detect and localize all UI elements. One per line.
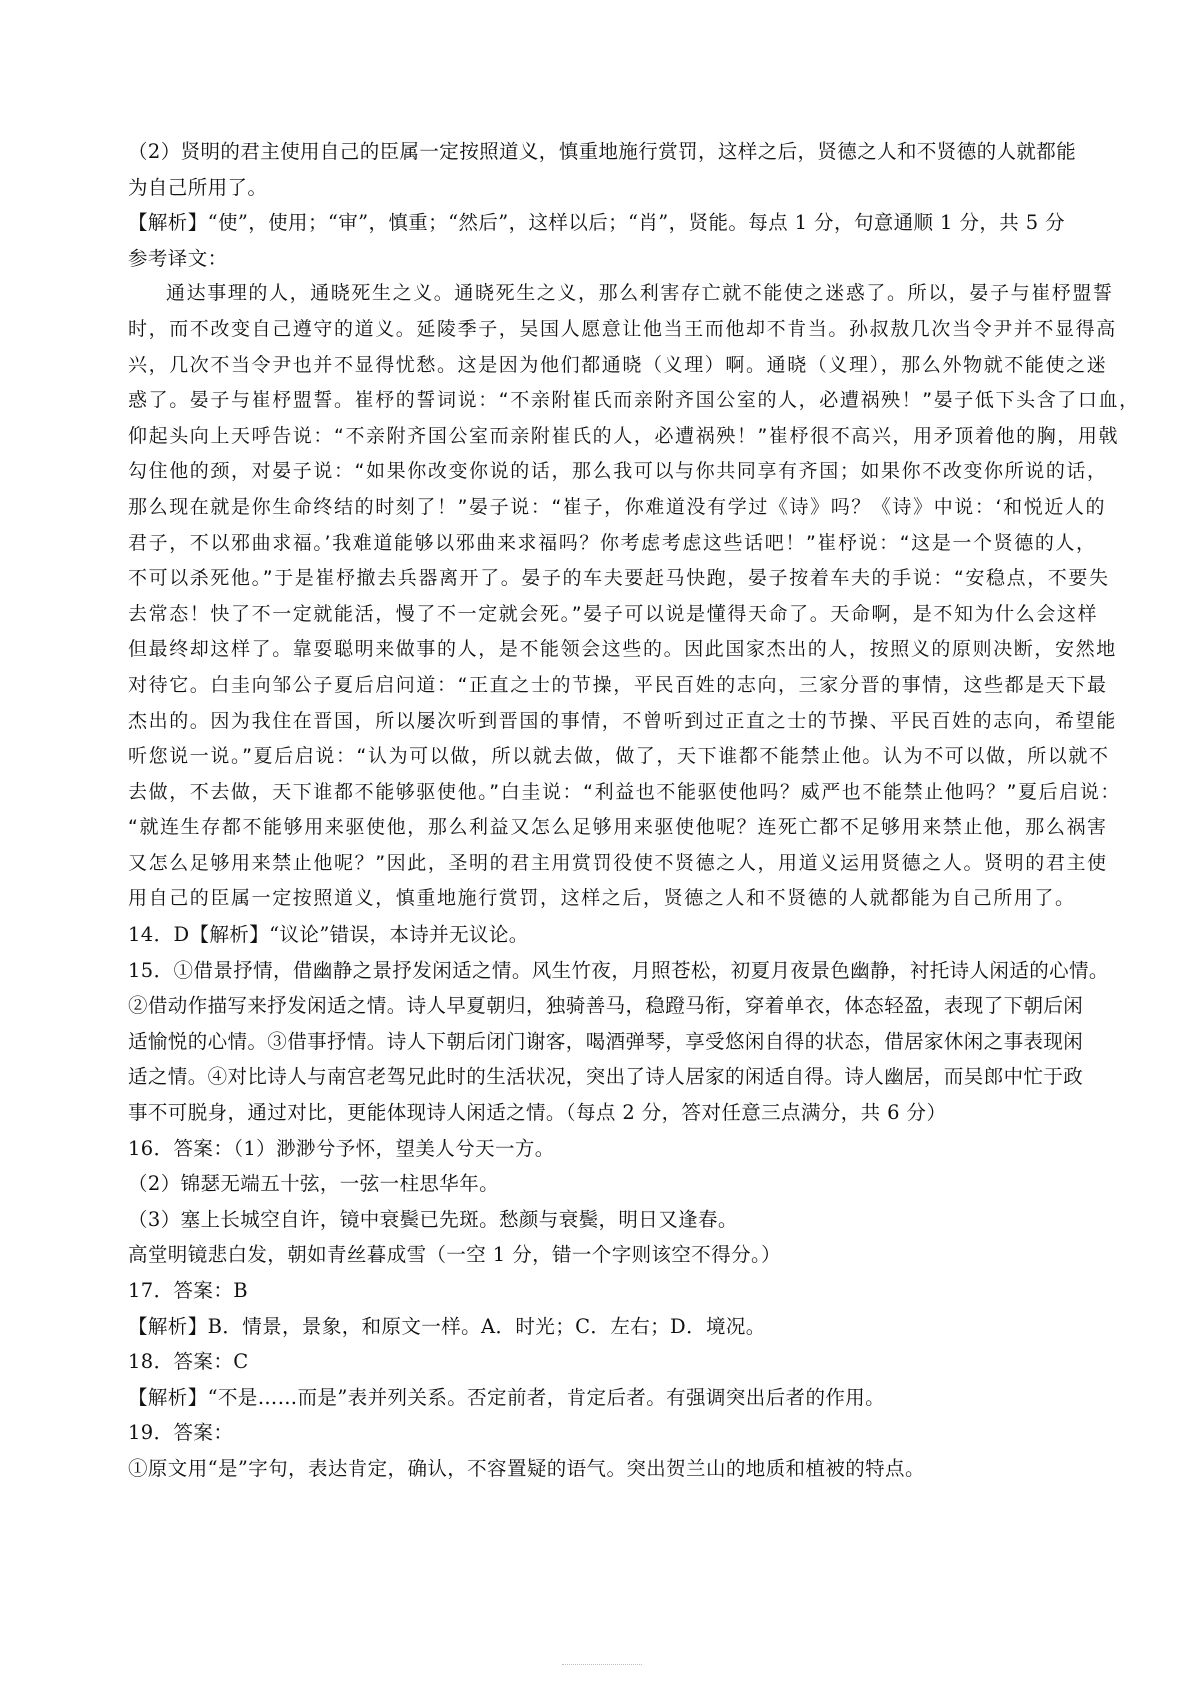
translation-line: 勾住他的颈，对晏子说：“如果你改变你说的话，那么我可以与你共同享有齐国；如果你不改变你所说的话， (128, 460, 1108, 483)
translation-line: 仰起头向上天呼告说：“不亲附齐国公室而亲附崔氏的人，必遭祸殃！”崔杼很不高兴，用矛顶着他的胸，用戟 (128, 424, 1120, 447)
translation-line: 兴，几次不当令尹也并不显得忧愁。这是因为他们都通晓（义理）啊。通晓（义理），那么外物就不能使之迷 (128, 353, 1108, 376)
translation-line: 惑了。晏子与崔杼盟誓。崔杼的誓词说：“不亲附崔氏而亲附齐国公室的人，必遭祸殃！”晏子低下头含了口血， (128, 389, 1140, 412)
translation-line: 去常态！快了不一定就能活，慢了不一定就会死。”晏子可以说是懂得天命了。天命啊，是不知为什么会这样 (128, 602, 1099, 625)
translation-line: 但最终却这样了。靠耍聪明来做事的人，是不能领会这些的。因此国家杰出的人，按照义的原则决断，安然地 (128, 638, 1117, 661)
answer-18: 18．答案：C (128, 1350, 249, 1374)
answer-15-line: ②借动作描写来抒发闲适之情。诗人早夏朝归，独骑善马，稳蹬马衔，穿着单衣，体态轻盈，表现了下朝后闲 (128, 994, 1084, 1018)
answer-19-line: ①原文用“是”字句，表达肯定，确认，不容置疑的语气。突出贺兰山的地质和植被的特点。 (128, 1456, 925, 1480)
translation-line: 时，而不改变自己遵守的道义。延陵季子，吴国人愿意让他当王而他却不肯当。孙叔敖几次当令尹并不显得高 (128, 317, 1117, 340)
answer-18-analysis: 【解析】“不是……而是”表并列关系。否定前者，肯定后者。有强调突出后者的作用。 (128, 1385, 886, 1409)
answer-17: 17．答案：B (128, 1279, 248, 1302)
answer-16-line: （3）塞上长城空自许，镜中衰鬓已先斑。愁颜与衰鬓，明日又逢春。 (128, 1207, 738, 1231)
answer-line: 为自己所用了。 (128, 175, 268, 199)
answer-key-content (128, 134, 1140, 1487)
translation-line: 对待它。白圭向邹公子夏后启问道：“正直之士的节操，平民百姓的志向，三家分晋的事情，这些都是天下最 (128, 673, 1108, 696)
translation-line: 通达事理的人，通晓死生之义。通晓死生之义，那么利害存亡就不能使之迷惑了。所以，晏子与崔杼盟誓 (166, 282, 1114, 305)
answer-16: 16．答案：（1）渺渺兮予怀，望美人兮天一方。 (128, 1136, 555, 1160)
answer-15-line: 适愉悦的心情。③借事抒情。诗人下朝后闭门谢客，喝酒弹琴，享受悠闲自得的状态，借居家休闲之事表现闲 (128, 1029, 1084, 1053)
translation-line: 杰出的。因为我住在晋国，所以屡次听到晋国的事情，不曾听到过正直之士的节操、平民百姓的志向，希望能 (128, 709, 1117, 732)
answer-17-analysis: 【解析】B．情景，景象，和原文一样。A．时光；C．左右；D．境况。 (128, 1314, 766, 1338)
answer-15-line: 适之情。④对比诗人与南宫老驾兄此时的生活状况，突出了诗人居家的闲适自得。诗人幽居，而吴郎中忙于政 (128, 1065, 1084, 1089)
translation-line: 去做，不去做，天下谁都不能够驱使他。”白圭说：“利益也不能驱使他吗？威严也不能禁止他吗？”夏后启说： (128, 780, 1122, 803)
answer-19: 19．答案： (128, 1421, 234, 1445)
answer-16-line: （2）锦瑟无端五十弦，一弦一柱思华年。 (128, 1172, 500, 1196)
answer-15: 15．①借景抒情，借幽静之景抒发闲适之情。风生竹夜，月照苍松，初夏月夜景色幽静，衬托诗人闲适的心情。 (128, 958, 1109, 982)
answer-14: 14．D【解析】“议论”错误，本诗并无议论。 (128, 923, 529, 947)
reference-translation (128, 276, 1140, 917)
translation-line: 又怎么足够用来禁止他呢？”因此，圣明的君主用赏罚役使不贤德之人，用道义运用贤德之人。贤明的君主使 (128, 851, 1108, 874)
analysis-line: 【解析】“使”，使用；“审”，慎重；“然后”，这样以后；“肖”，贤能。每点 1 分，句意通顺 1 分，共 5 分 (128, 211, 1066, 235)
answer-16-line: 高堂明镜悲白发，朝如青丝暮成雪（一空 1 分，错一个字则该空不得分。） (128, 1243, 782, 1267)
translation-line: 不可以杀死他。”于是崔杼撤去兵器离开了。晏子的车夫要赶马快跑，晏子按着车夫的手说：“安稳点，不要失 (128, 567, 1110, 590)
translation-heading: 参考译文： (128, 246, 228, 270)
answer-line: （2）贤明的君主使用自己的臣属一定按照道义，慎重地施行赏罚，这样之后，贤德之人和不贤德的人就都能 (128, 140, 1077, 163)
answer-15-line: 事不可脱身，通过对比，更能体现诗人闲适之情。（每点 2 分，答对任意三点满分，共 6 分） (128, 1101, 947, 1125)
translation-line: 君子，不以邪曲求福。’我难道能够以邪曲来求福吗？你考虑考虑这些话吧！”崔杼说：“这是一个贤德的人， (128, 531, 1097, 554)
translation-line: 用自己的臣属一定按照道义，慎重地施行赏罚，这样之后，贤德之人和不贤德的人就都能为自己所用了。 (128, 887, 1076, 910)
answers-14-to-19 (128, 917, 1118, 1487)
answer-13-part-2 (128, 134, 1118, 276)
translation-line: 听您说一说。”夏后启说：“认为可以做，所以就去做，做了，天下谁都不能禁止他。认为不可以做，所以就不 (128, 745, 1110, 768)
translation-line: “就连生存都不能够用来驱使他，那么利益又怎么足够用来驱使他呢？连死亡都不足够用来禁止他，那么祸害 (128, 816, 1108, 839)
translation-line: 那么现在就是你生命终结的时刻了！”晏子说：“崔子，你难道没有学过《诗》吗？《诗》中说：‘和悦近人的 (128, 495, 1107, 518)
page-footer-mark (562, 1664, 642, 1669)
